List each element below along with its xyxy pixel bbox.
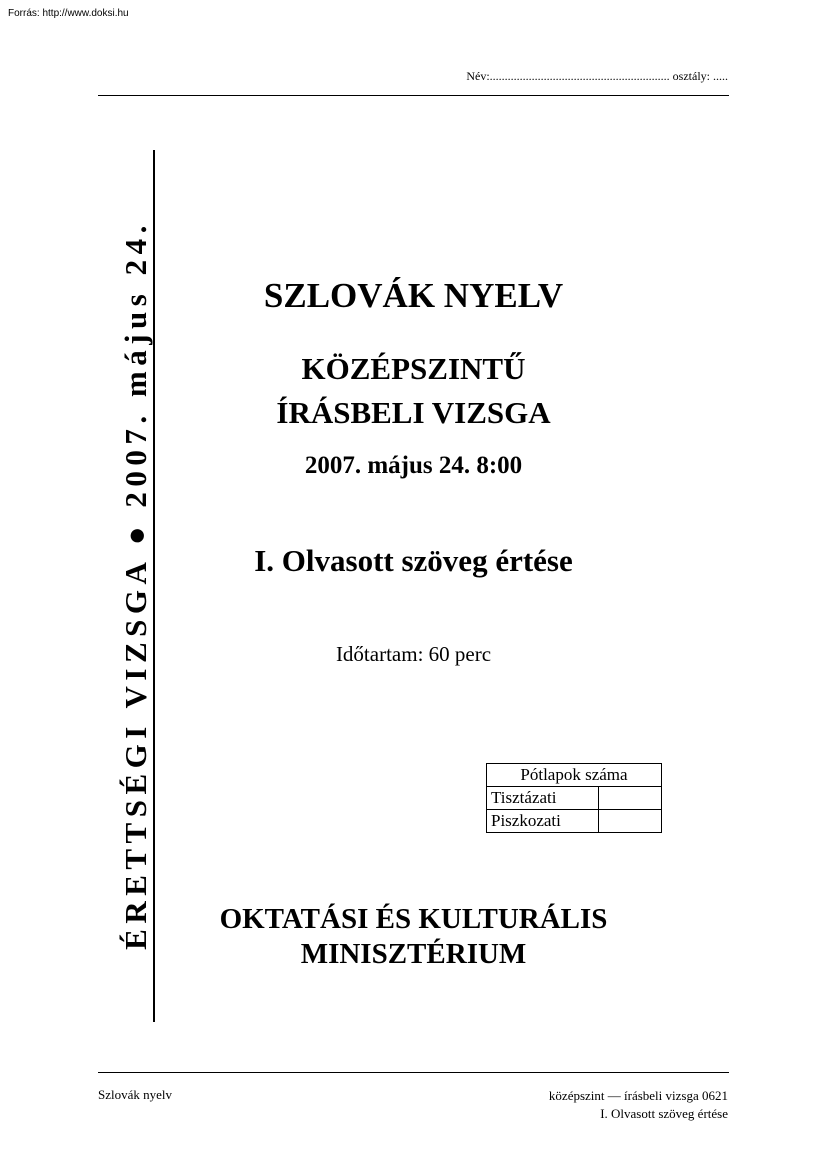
supplement-table-header: Pótlapok száma	[487, 764, 662, 787]
ministry-name	[160, 902, 667, 972]
subject-title: SZLOVÁK NYELV	[263, 276, 564, 315]
side-banner-text: ÉRETTSÉGI VIZSGA ● 2007. május 24.	[118, 220, 153, 950]
ministry-line1: OKTATÁSI ÉS KULTURÁLIS	[219, 903, 608, 935]
supplement-sheets-table	[486, 763, 662, 833]
source-url: Forrás: http://www.doksi.hu	[8, 8, 129, 19]
footer-exam-code: középszint — írásbeli vizsga 0621	[548, 1088, 728, 1103]
clean-copy-count[interactable]	[599, 787, 662, 810]
exam-level-line2: ÍRÁSBELI VIZSGA	[276, 395, 551, 430]
side-banner-rule	[153, 150, 155, 1022]
exam-duration: Időtartam: 60 perc	[335, 642, 492, 666]
draft-count[interactable]	[599, 810, 662, 833]
footer-exam-info	[549, 1087, 728, 1123]
exam-datetime: 2007. május 24. 8:00	[304, 452, 523, 479]
table-row	[487, 787, 662, 810]
footer-divider	[98, 1072, 729, 1073]
clean-copy-label: Tisztázati	[487, 787, 599, 810]
header-divider	[98, 95, 729, 96]
footer-part: I. Olvasott szöveg értése	[600, 1106, 728, 1121]
exam-level-line1: KÖZÉPSZINTŰ	[301, 351, 526, 386]
ministry-line2: MINISZTÉRIUM	[300, 938, 527, 970]
draft-label: Piszkozati	[487, 810, 599, 833]
side-banner	[118, 150, 154, 1020]
footer-subject: Szlovák nyelv	[98, 1087, 173, 1102]
part-title: I. Olvasott szöveg értése	[254, 543, 573, 578]
table-row	[487, 810, 662, 833]
exam-level	[160, 347, 667, 435]
name-class-field: Név:............................................................ osztály: .....	[466, 69, 728, 83]
